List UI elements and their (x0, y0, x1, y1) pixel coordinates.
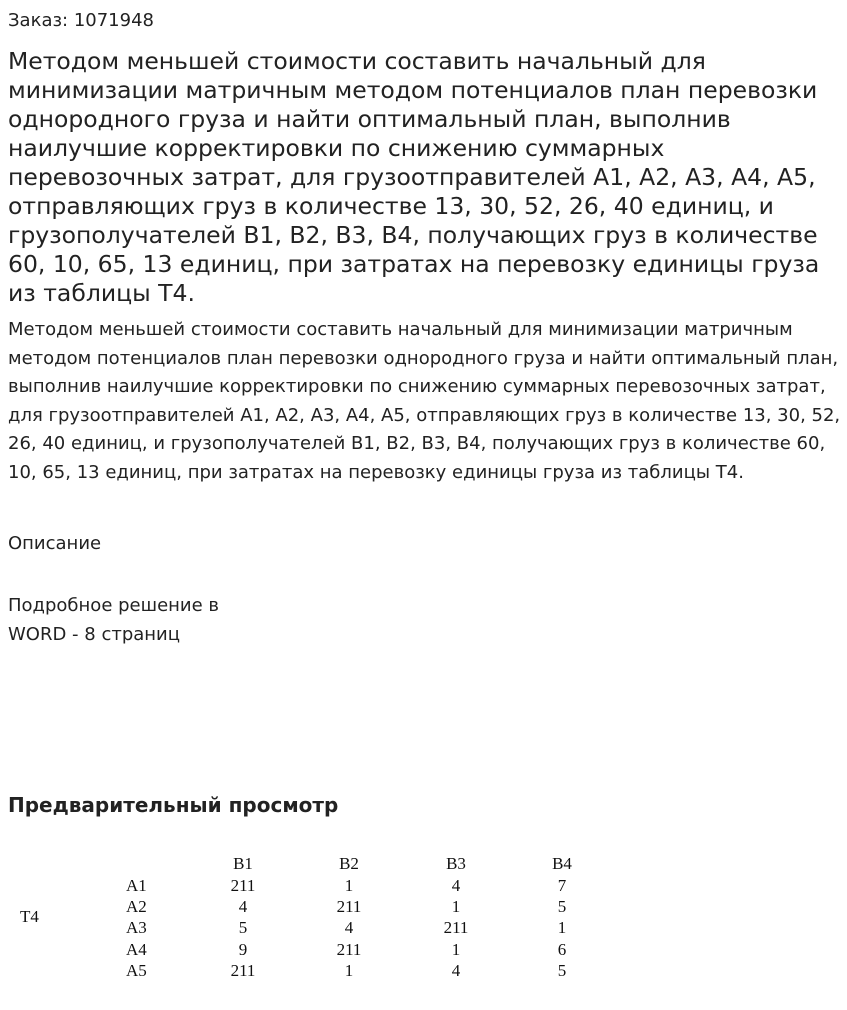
table-row-label: A4 (126, 940, 147, 959)
table-name: T4 (20, 907, 39, 926)
task-description: Методом меньшей стоимости составить начальный для минимизации матричным методом потенциалов план перевозки однородного груза и найти оптимальный план, выполнив наилучшие корректировки по снижению суммарных перевозочных затрат, для грузоотправителей A1, A2, A3, A4, A5, отправляющих груз в количестве 13, 30, 52, 26, 40 единиц, и грузополучателей B1, B2, B3, B4, получающих груз в количестве 60, 10, 65, 13 единиц, при затратах на перевозку единицы груза из таблицы Т4. (8, 319, 841, 483)
preview-title: Предварительный просмотр (8, 793, 339, 817)
table-cell: 211 (230, 876, 256, 895)
table-cell: 5 (557, 961, 567, 980)
table-row-label: A5 (126, 961, 147, 980)
table-header-cell: B2 (339, 854, 359, 873)
table-cell: 5 (238, 918, 248, 937)
table-row-label: A3 (126, 918, 147, 937)
table-cell: 6 (557, 940, 567, 959)
preview-table (0, 850, 847, 990)
table-cell: 211 (443, 918, 469, 937)
table-cell: 211 (336, 940, 362, 959)
table-header-cell: B3 (446, 854, 466, 873)
table-cell: 4 (344, 918, 354, 937)
table-row-label: A2 (126, 897, 147, 916)
table-header-cell: B4 (552, 854, 572, 873)
table-cell: 1 (451, 897, 461, 916)
description-label: Описание (8, 533, 102, 554)
table-cell: 4 (238, 897, 248, 916)
table-cell: 1 (557, 918, 567, 937)
solution-info: Подробное решение в WORD - 8 страниц (8, 595, 220, 645)
table-cell: 4 (451, 961, 461, 980)
table-cell: 4 (451, 876, 461, 895)
table-header-cell: B1 (233, 854, 253, 873)
table-cell: 211 (230, 961, 256, 980)
table-cell: 5 (557, 897, 567, 916)
table-cell: 211 (336, 897, 362, 916)
task-title: Методом меньшей стоимости составить начальный для минимизации матричным методом потенциалов план перевозки однородного груза и найти оптимальный план, выполнив наилучшие корректировки по снижению суммарных перевозочных затрат, для грузоотправителей A1, A2, A3, A4, A5, отправляющих груз в количестве 13, 30, 52, 26, 40 единиц, и грузополучателей B1, B2, B3, B4, получающих груз в количестве 60, 10, 65, 13 единиц, при затратах на перевозку единицы груза из таблицы Т4. (8, 47, 820, 307)
table-cell: 1 (451, 940, 461, 959)
table-cell: 1 (344, 961, 354, 980)
table-cell: 1 (344, 876, 354, 895)
table-cell: 9 (238, 940, 248, 959)
order-number: Заказ: 1071948 (8, 10, 154, 31)
table-cell: 7 (557, 876, 567, 895)
table-row-label: A1 (126, 876, 147, 895)
